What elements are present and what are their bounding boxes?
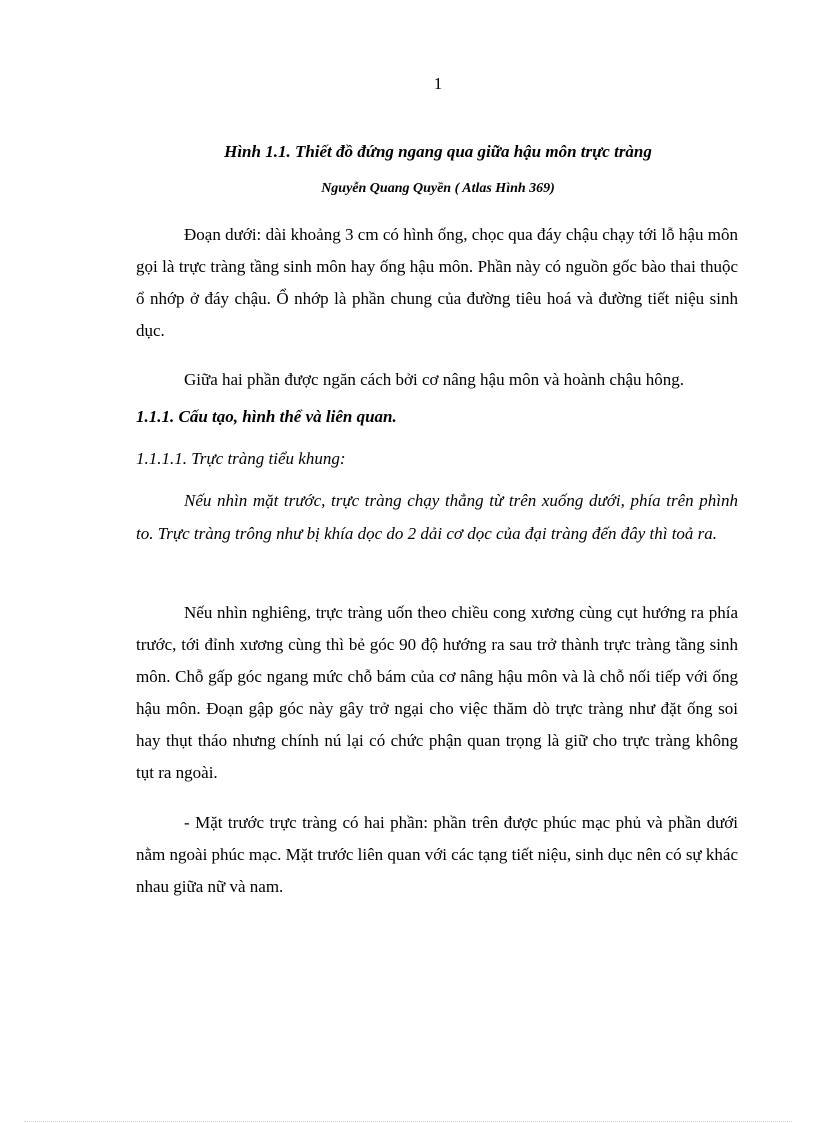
paragraph-anterior-surface [136,807,738,903]
page-number: 1 [433,74,443,93]
section-heading: 1.1.1. Cấu tạo, hình thể và liên quan. [136,407,397,426]
paragraph-lower-segment [136,219,738,347]
paragraph-text: Giữa hai phần được ngăn cách bởi cơ nâng hậu môn và hoành chậu hông. [184,370,684,389]
paragraph-text: - Mặt trước trực tràng có hai phần: phần trên được phúc mạc phủ và phần dưới nằm ngoài phúc mạc. Mặt trước liên quan với các tạng tiết niệu, sinh dục nên có sự khác nhau giữa nữ và nam. [136,813,738,896]
figure-caption-title: Hình 1.1. Thiết đồ đứng ngang qua giữa hậu môn trực tràng [224,142,652,161]
subsection-heading: 1.1.1.1. Trực tràng tiểu khung: [136,449,346,468]
paragraph-text: Đoạn dưới: dài khoảng 3 cm có hình ống, chọc qua đáy chậu chạy tới lỗ hậu môn gọi là trực tràng tầng sinh môn hay ống hậu môn. Phần này có nguồn gốc bào thai thuộc ổ nhớp ở đáy chậu. Ổ nhớp là phần chung của đường tiêu hoá và đường tiết niệu sinh dục. [136,225,738,340]
paragraph-text: Nếu nhìn nghiêng, trực tràng uốn theo chiều cong xương cùng cụt hướng ra phía trước, tới đỉnh xương cùng thì bẻ góc 90 độ hướng ra sau trở thành trực tràng tầng sinh môn. Chỗ gấp góc ngang mức chỗ bám của cơ nâng hậu môn và là chỗ nối tiếp với ống hậu môn. Đoạn gập góc này gây trở ngại cho việc thăm dò trực tràng như đặt ống soi hay thụt tháo nhưng chính nú lại có chức phận quan trọng là giữ cho trực tràng không tụt ra ngoài. [136,603,738,782]
paragraph-side-view [136,597,738,789]
page-bottom-border [24,1121,792,1122]
figure-caption-source: Nguyễn Quang Quyền ( Atlas Hình 369) [321,181,555,196]
paragraph-front-view [136,484,738,550]
paragraph-separation [136,364,738,396]
paragraph-text: Nếu nhìn mặt trước, trực tràng chạy thẳng từ trên xuống dưới, phía trên phình to. Trực tràng trông như bị khía dọc do 2 dải cơ dọc của đại tràng đến đây thì toả ra. [136,491,738,543]
